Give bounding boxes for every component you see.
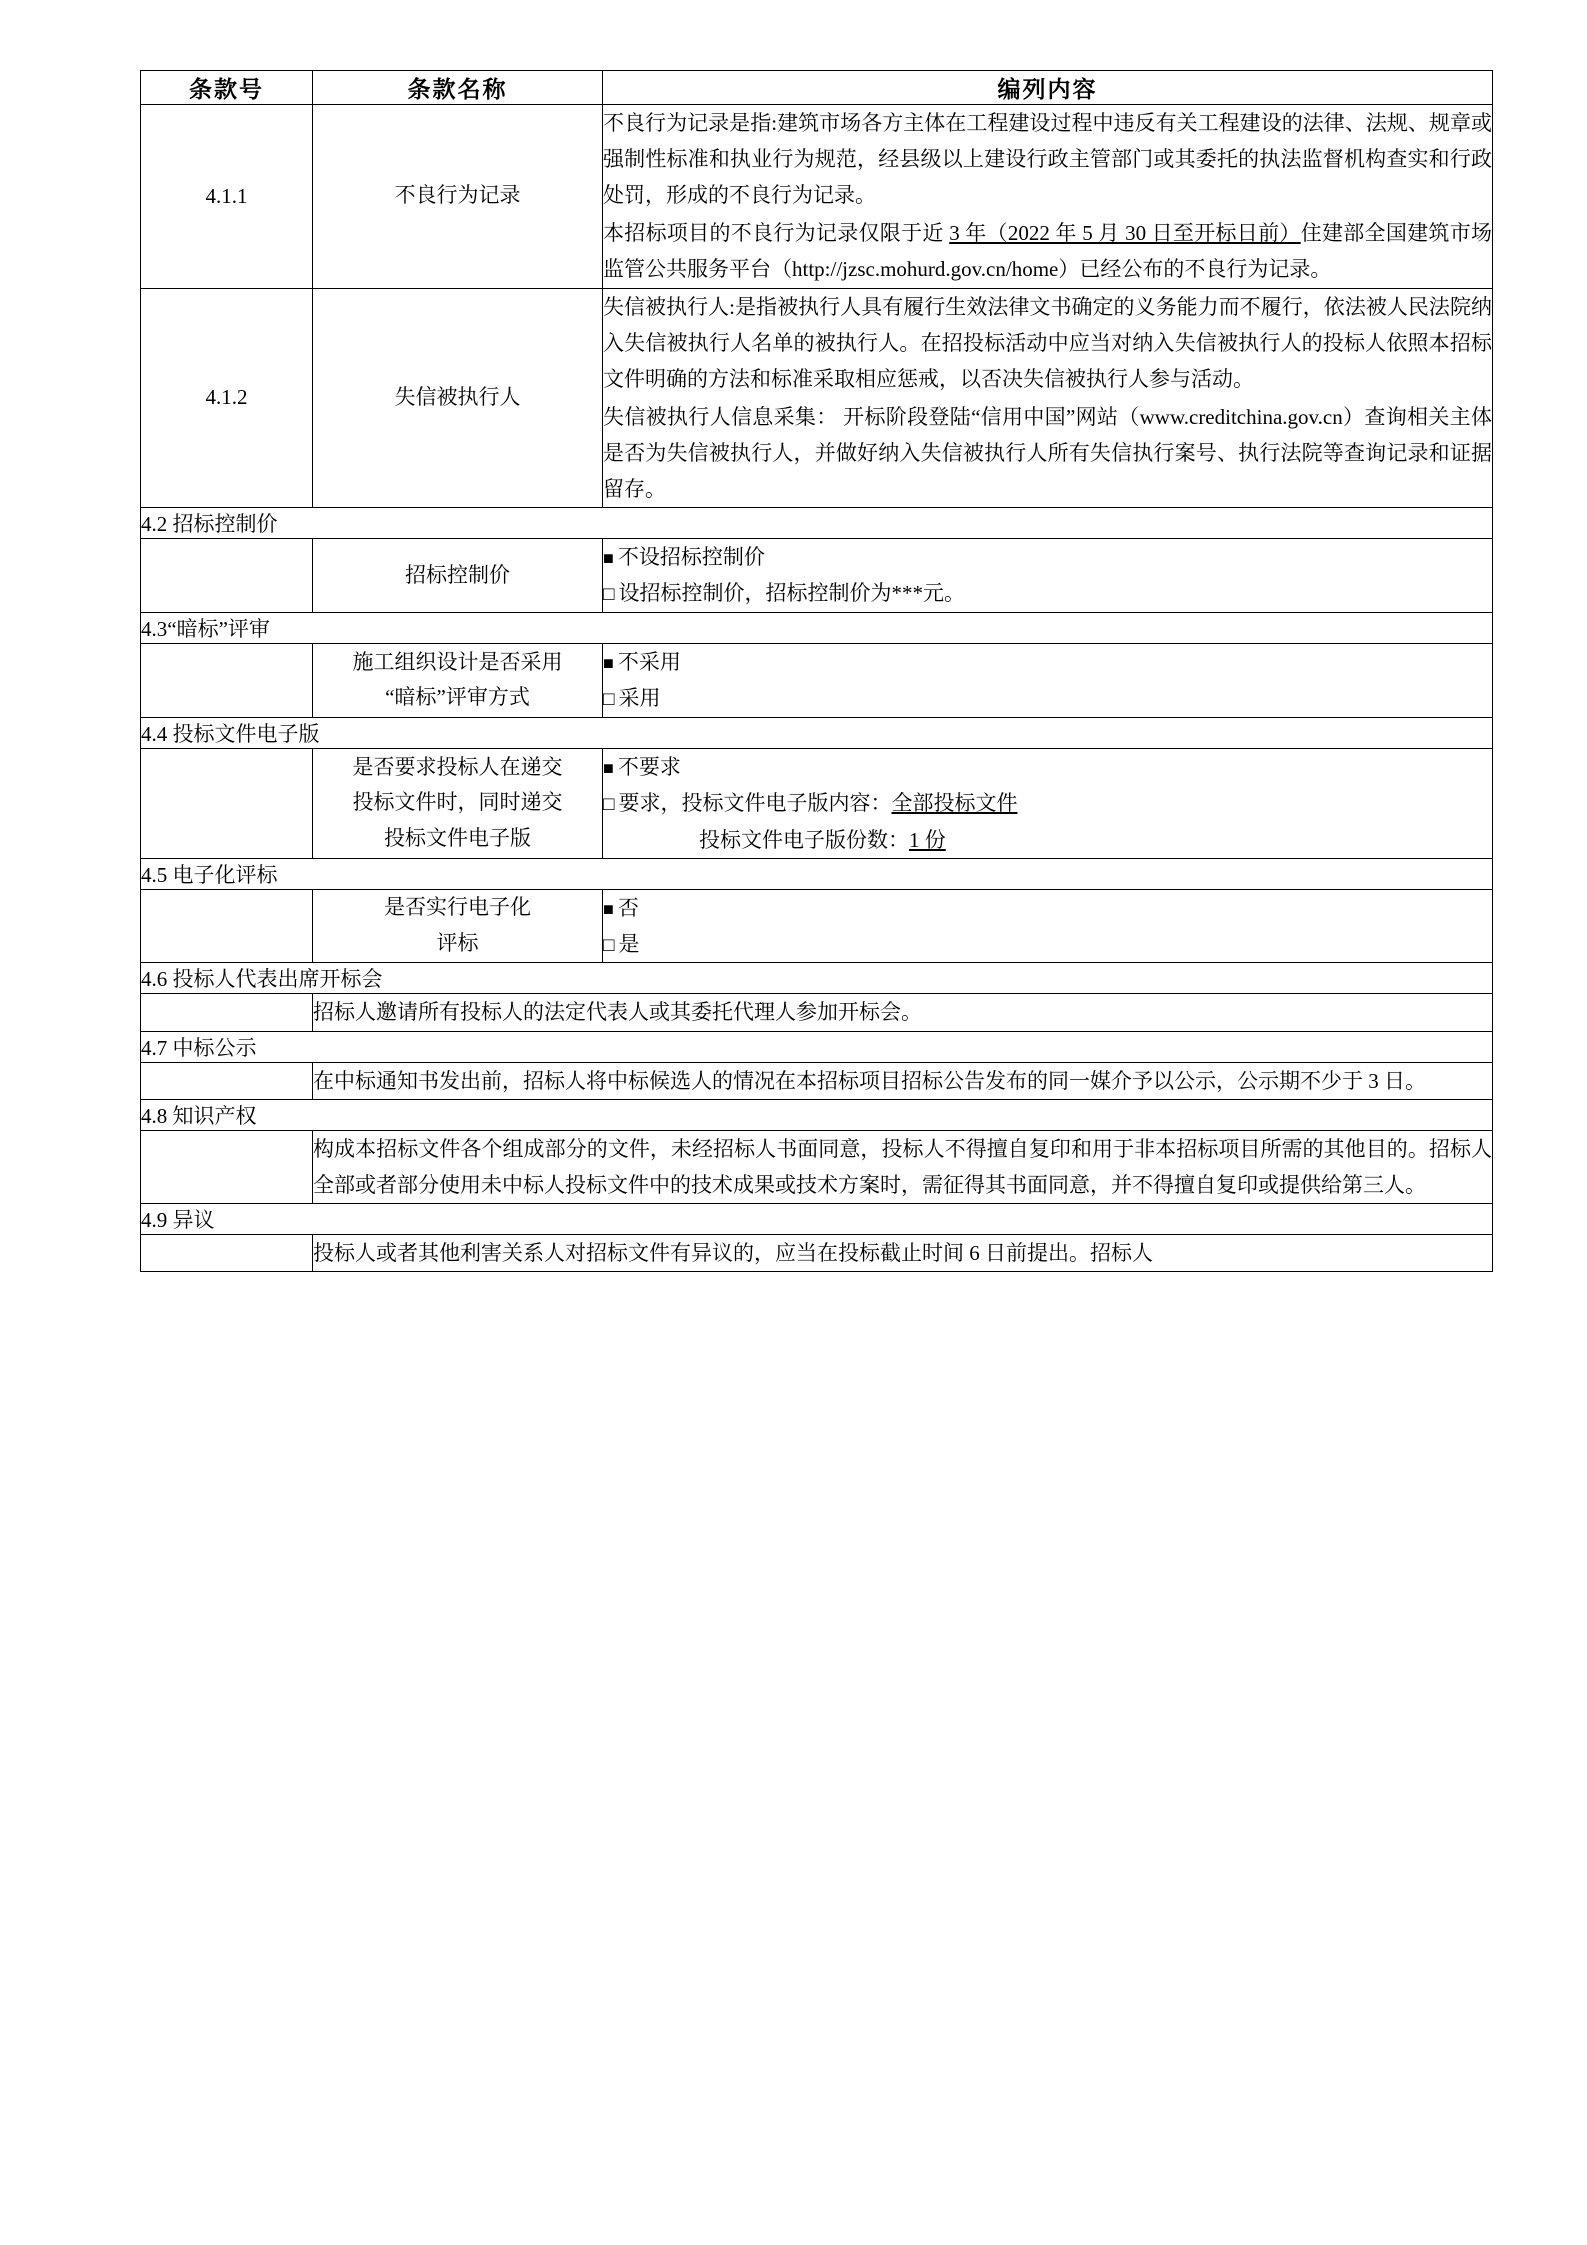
paragraph: 失信被执行人:是指被执行人具有履行生效法律文书确定的义务能力而不履行，依法被人民法院纳入失信被执行人名单的被执行人。在招投标活动中应当对纳入失信被执行人的投标人依照本招标文件明确的方法和标准采取相应惩戒，以否决失信被执行人参与活动。 xyxy=(603,294,1492,391)
checkbox-option-checked[interactable]: ■ 不采用 xyxy=(603,644,1492,680)
clause-number xyxy=(141,1130,313,1203)
section-row xyxy=(141,963,1493,994)
table-row xyxy=(141,748,1493,858)
clause-number xyxy=(141,539,313,613)
section-row xyxy=(141,717,1493,748)
section-title: 4.9 异议 xyxy=(141,1203,1493,1234)
clause-number: 4.1.2 xyxy=(141,288,313,508)
paragraph: 本招标项目的不良行为记录仅限于近 3 年（2022 年 5 月 30 日至开标日前）住建部全国建筑市场监管公共服务平台（http://jzsc.mohurd.gov.cn/home）已经公布的不良行为记录。 xyxy=(603,221,1493,282)
clause-name: 失信被执行人 xyxy=(313,288,603,508)
clause-content xyxy=(603,105,1493,289)
clause-number xyxy=(141,889,313,963)
section-title: 4.2 招标控制价 xyxy=(141,508,1493,539)
clause-table xyxy=(140,70,1493,1272)
checkbox-option-checked[interactable]: ■ 不要求 xyxy=(603,749,1492,785)
clause-name: 是否要求投标人在递交 投标文件时，同时递交 投标文件电子版 xyxy=(313,748,603,858)
clause-number xyxy=(141,1062,313,1099)
sub-line: 投标文件电子版份数：1 份 xyxy=(699,827,946,852)
table-row xyxy=(141,288,1493,508)
table-row xyxy=(141,1130,1493,1203)
checkbox-option[interactable]: □ 要求，投标文件电子版内容：全部投标文件 xyxy=(603,785,1492,822)
clause-content: 招标人邀请所有投标人的法定代表人或其委托代理人参加开标会。 xyxy=(313,994,1493,1031)
checkbox-option[interactable]: □ 是 xyxy=(603,926,1492,963)
checkbox-option-checked[interactable]: ■ 否 xyxy=(603,890,1492,926)
checkbox-option[interactable]: □ 设招标控制价，招标控制价为***元。 xyxy=(603,575,1492,612)
header-clause-name: 条款名称 xyxy=(313,71,603,105)
section-title: 4.8 知识产权 xyxy=(141,1099,1493,1130)
clause-content xyxy=(603,748,1493,858)
checkbox-option[interactable]: □ 采用 xyxy=(603,680,1492,717)
clause-number xyxy=(141,994,313,1031)
section-row xyxy=(141,1099,1493,1130)
underlined-value: 全部投标文件 xyxy=(891,790,1018,815)
clause-content: 投标人或者其他利害关系人对招标文件有异议的，应当在投标截止时间 6 日前提出。招标人 xyxy=(313,1234,1493,1271)
section-row xyxy=(141,858,1493,889)
clause-content xyxy=(603,288,1493,508)
header-clause-content: 编列内容 xyxy=(603,71,1493,105)
clause-name: 施工组织设计是否采用 “暗标”评审方式 xyxy=(313,643,603,717)
section-row xyxy=(141,1203,1493,1234)
table-row xyxy=(141,1234,1493,1271)
underlined-text: 3 年（2022 年 5 月 30 日至开标日前） xyxy=(949,221,1301,246)
underlined-value: 1 份 xyxy=(909,827,946,852)
table-row xyxy=(141,539,1493,613)
section-title: 4.7 中标公示 xyxy=(141,1031,1493,1062)
clause-content xyxy=(603,539,1493,613)
clause-content: 构成本招标文件各个组成部分的文件，未经招标人书面同意，投标人不得擅自复印和用于非本招标项目所需的其他目的。招标人全部或者部分使用未中标人投标文件中的技术成果或技术方案时，需征得其书面同意，并不得擅自复印或提供给第三人。 xyxy=(313,1130,1493,1203)
section-title: 4.4 投标文件电子版 xyxy=(141,717,1493,748)
paragraph: 失信被执行人信息采集： 开标阶段登陆“信用中国”网站（www.creditchina.gov.cn）查询相关主体是否为失信被执行人，并做好纳入失信被执行人所有失信执行案号、执行法院等查询记录和证据留存。 xyxy=(603,404,1492,502)
table-row xyxy=(141,889,1493,963)
clause-number xyxy=(141,1234,313,1271)
section-row xyxy=(141,612,1493,643)
clause-content xyxy=(603,643,1493,717)
section-title: 4.5 电子化评标 xyxy=(141,858,1493,889)
clause-name: 不良行为记录 xyxy=(313,105,603,289)
section-row xyxy=(141,508,1493,539)
table-row xyxy=(141,643,1493,717)
paragraph: 不良行为记录是指:建筑市场各方主体在工程建设过程中违反有关工程建设的法律、法规、规章或强制性标准和执业行为规范，经县级以上建设行政主管部门或其委托的执法监督机构查实和行政处罚，形成的不良行为记录。 xyxy=(603,111,1492,208)
clause-number xyxy=(141,643,313,717)
clause-content xyxy=(603,889,1493,963)
clause-name: 是否实行电子化 评标 xyxy=(313,889,603,963)
table-row xyxy=(141,105,1493,289)
clause-content: 在中标通知书发出前，招标人将中标候选人的情况在本招标项目招标公告发布的同一媒介予以公示，公示期不少于 3 日。 xyxy=(313,1062,1493,1099)
table-row xyxy=(141,994,1493,1031)
section-title: 4.3“暗标”评审 xyxy=(141,612,1493,643)
section-row xyxy=(141,1031,1493,1062)
clause-name: 招标控制价 xyxy=(313,539,603,613)
section-title: 4.6 投标人代表出席开标会 xyxy=(141,963,1493,994)
clause-number xyxy=(141,748,313,858)
header-clause-number: 条款号 xyxy=(141,71,313,105)
checkbox-option-checked[interactable]: ■ 不设招标控制价 xyxy=(603,539,1492,575)
table-row xyxy=(141,1062,1493,1099)
clause-number: 4.1.1 xyxy=(141,105,313,289)
table-header-row xyxy=(141,71,1493,105)
